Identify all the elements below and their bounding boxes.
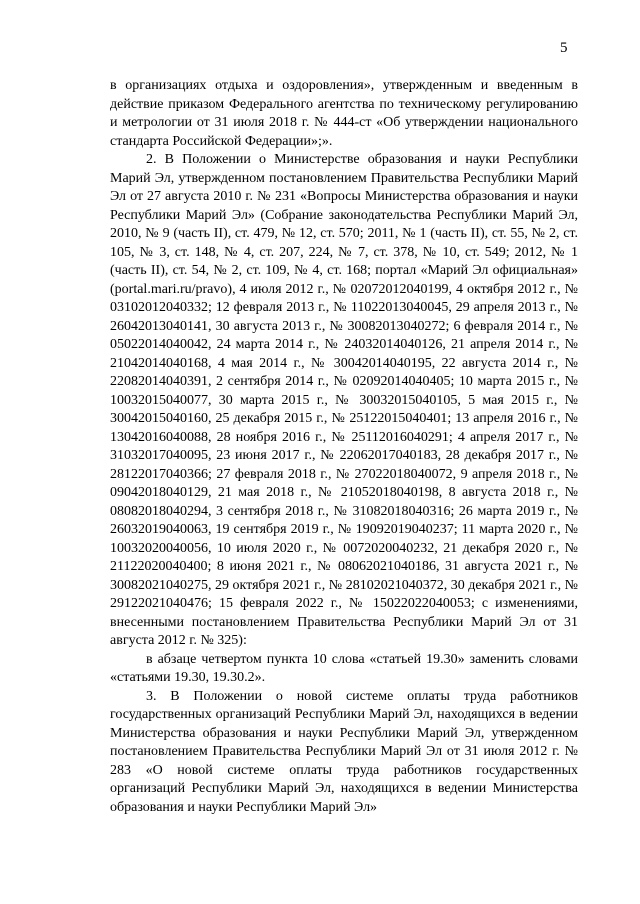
paragraph-amendment: в абзаце четвертом пункта 10 слова «статьей 19.30» заменить словами «статьями 19.30, 19.30.2». — [110, 651, 578, 685]
document-body — [110, 77, 578, 817]
paragraph-item-2: 2. В Положении о Министерстве образования и науки Республики Марий Эл, утвержденном постановлением Правительства Республики Марий Эл от 27 августа 2010 г. № 231 «Вопросы Министерства образования и науки Республики Марий Эл» (Собрание законодательства Республики Марий Эл, 2010, № 9 (часть II), ст. 479, № 12, ст. 570; 2011, № 1 (часть II), ст. 55, № 2, ст. 105, № 3, ст. 148, № 4, ст. 207, 224, № 7, ст. 378, № 10, ст. 549; 2012, № 1 (часть II), ст. 54, № 2, ст. 109, № 4, ст. 168; портал «Марий Эл официальная» (portal.mari.ru/pravo), 4 июля 2012 г., № 02072012040199, 4 октября 2012 г., № 03102012040332; 12 февраля 2013 г., № 11022013040045, 29 апреля 2013 г., № 26042013040141, 30 августа 2013 г., № 30082013040272; 6 февраля 2014 г., № 05022014040042, 24 марта 2014 г., № 24032014040126, 21 апреля 2014 г., № 21042014040168, 4 мая 2014 г., № 30042014040195, 22 августа 2014 г., № 22082014040391, 2 сентября 2014 г., № 02092014040405; 10 марта 2015 г., № 10032015040077, 30 марта 2015 г., № 30032015040105, 5 мая 2015 г., № 30042015040160, 25 декабря 2015 г., № 25122015040401; 13 апреля 2016 г., № 13042016040088, 28 ноября 2016 г., № 25112016040291; 4 апреля 2017 г., № 31032017040095, 23 июня 2017 г., № 22062017040183, 28 декабря 2017 г., № 28122017040366; 27 февраля 2018 г., № 27022018040072, 9 апреля 2018 г., № 09042018040129, 21 мая 2018 г., № 21052018040198, 8 августа 2018 г., № 08082018040294, 3 сентября 2018 г., № 31082018040316; 26 марта 2019 г., № 26032019040063, 19 сентября 2019 г., № 19092019040237; 11 марта 2020 г., № 10032020040056, 10 июля 2020 г., № 0072020040232, 21 декабря 2020 г., № 21122020040400; 8 июня 2021 г., № 08062021040186, 31 августа 2021 г., № 30082021040275, 29 октября 2021 г., № 28102021040372, 30 декабря 2021 г., № 29122021040476; 15 февраля 2022 г., № 15022022040053; с изменениями, внесенными постановлением Правительства Республики Марий Эл от 31 августа 2012 г. № 325): — [110, 152, 578, 648]
paragraph-continuation: в организациях отдыха и оздоровления», утвержденным и введенным в действие приказом Федерального агентства по техническому регулированию и метрологии от 31 июля 2018 г. № 444-ст «Об утверждении национального стандарта Российской Федерации»;». — [110, 78, 578, 149]
paragraph-item-3: 3. В Положении о новой системе оплаты труда работников государственных организаций Республики Марий Эл, находящихся в ведении Министерства образования и науки Республики Марий Эл, утвержденном постановлением Правительства Республики Марий Эл от 31 июля 2012 г. № 283 «О новой системе оплаты труда работников государственных организаций Республики Марий Эл, находящихся в ведении Министерства образования и науки Республики Марий Эл» — [110, 688, 578, 815]
page-number: 5 — [560, 40, 568, 56]
